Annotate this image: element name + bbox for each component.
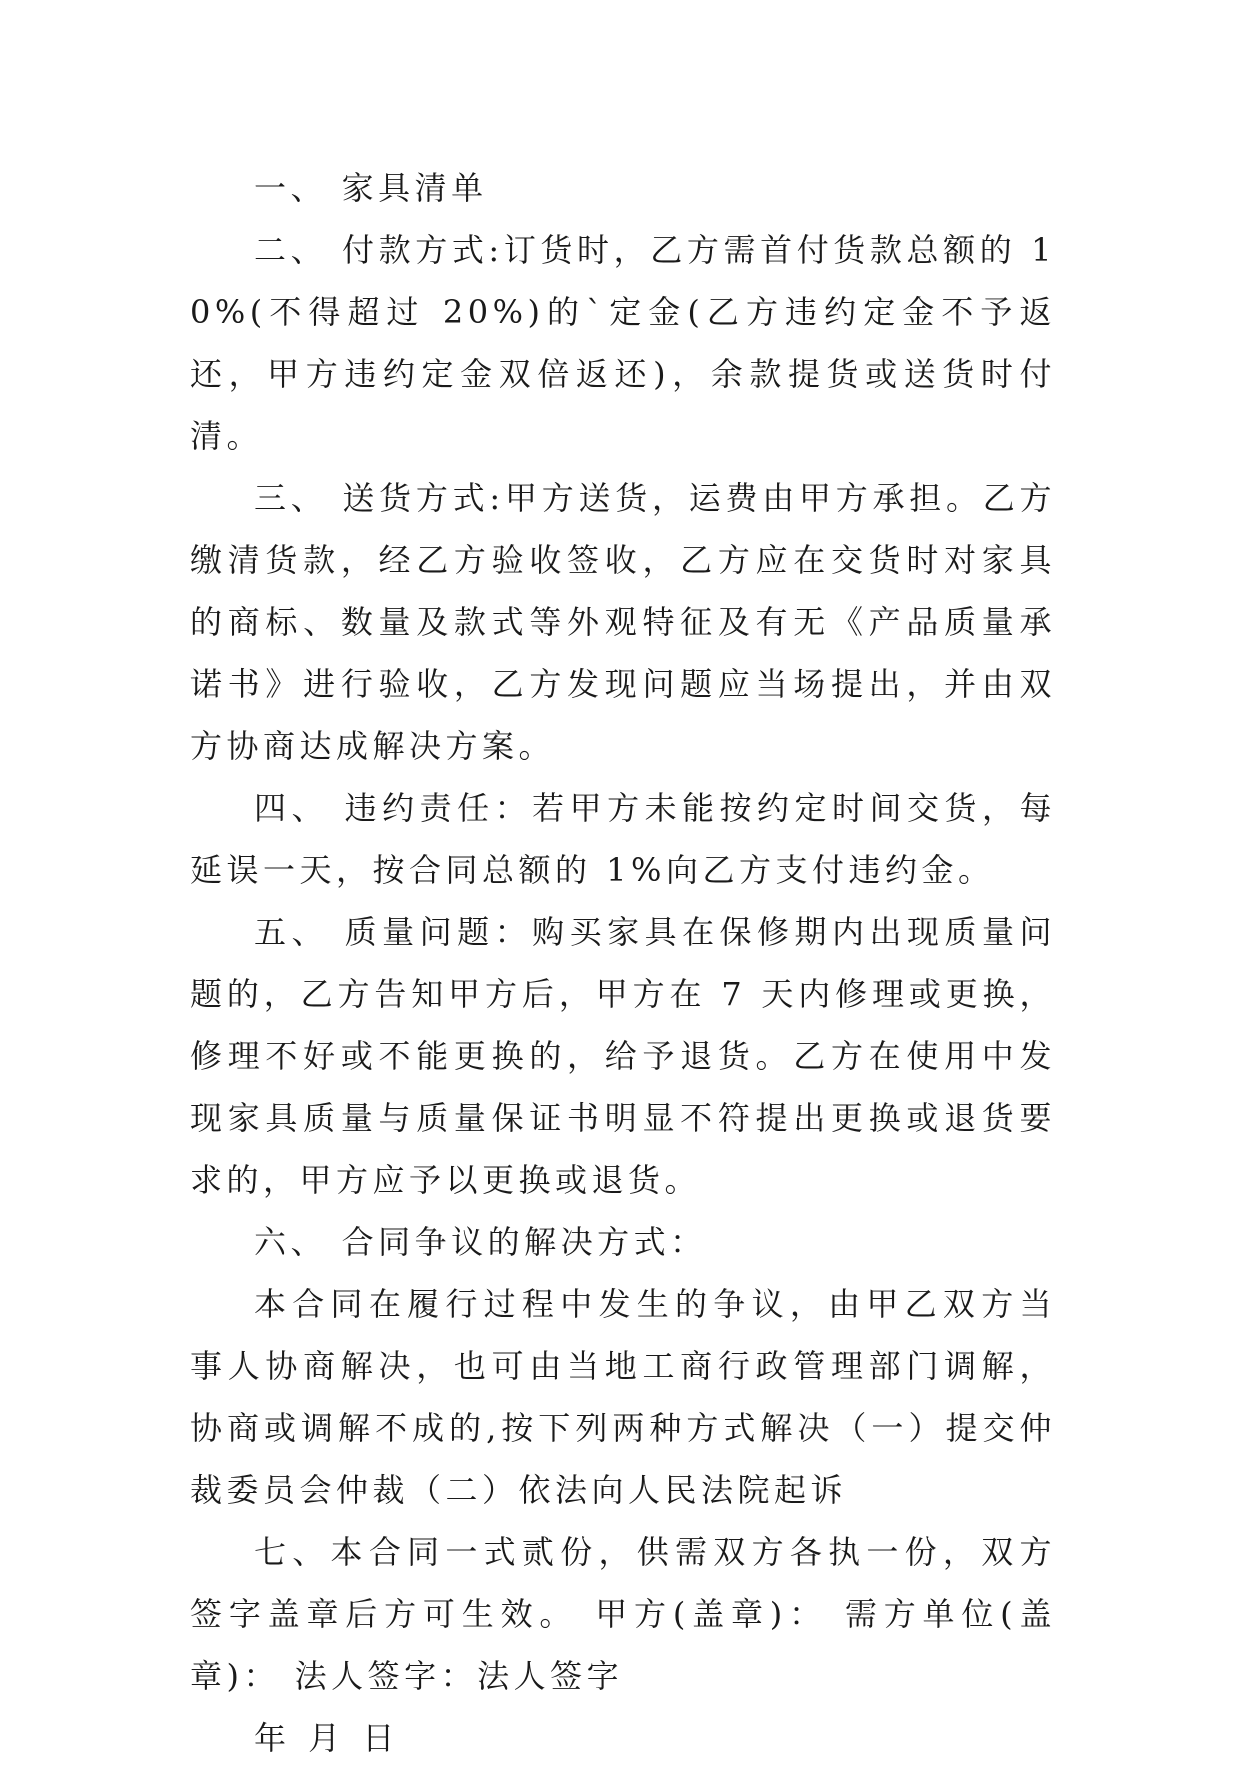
contract-page	[190, 157, 1056, 1769]
section-copies-and-signatures: 七、本合同一式贰份，供需双方各执一份，双方签字盖章后方可生效。 甲方(盖章)： 需方单位(盖章)： 法人签字：法人签字	[190, 1533, 1056, 1695]
section-delivery-method: 三、 送货方式:甲方送货，运费由甲方承担。乙方缴清货款，经乙方验收签收，乙方应在交货时对家具的商标、数量及款式等外观特征及有无《产品质量承诺书》进行验收，乙方发现问题应当场提出，并由双方协商达成解决方案。	[190, 479, 1056, 765]
section-quality-issues: 五、 质量问题：购买家具在保修期内出现质量问题的，乙方告知甲方后，甲方在 7 天内修理或更换，修理不好或不能更换的，给予退货。乙方在使用中发现家具质量与质量保证书明显不符提出更换或退货要求的，甲方应予以更换或退货。	[190, 913, 1056, 1199]
section-dispute-heading: 六、 合同争议的解决方式：	[254, 1223, 707, 1261]
section-dispute-resolution: 本合同在履行过程中发生的争议，由甲乙双方当事人协商解决，也可由当地工商行政管理部门调解，协商或调解不成的,按下列两种方式解决（一）提交仲裁委员会仲裁（二）依法向人民法院起诉	[190, 1285, 1056, 1509]
section-furniture-list: 一、 家具清单	[254, 169, 488, 207]
date-line: 年 月 日	[254, 1719, 401, 1757]
section-breach-liability: 四、 违约责任：若甲方未能按约定时间交货，每延误一天，按合同总额的 1%向乙方支付违约金。	[190, 789, 1056, 889]
section-payment-method: 二、 付款方式:订货时，乙方需首付货款总额的 10%(不得超过 20%)的`定金(乙方违约定金不予返还，甲方违约定金双倍返还)，余款提货或送货时付清。	[190, 231, 1056, 455]
